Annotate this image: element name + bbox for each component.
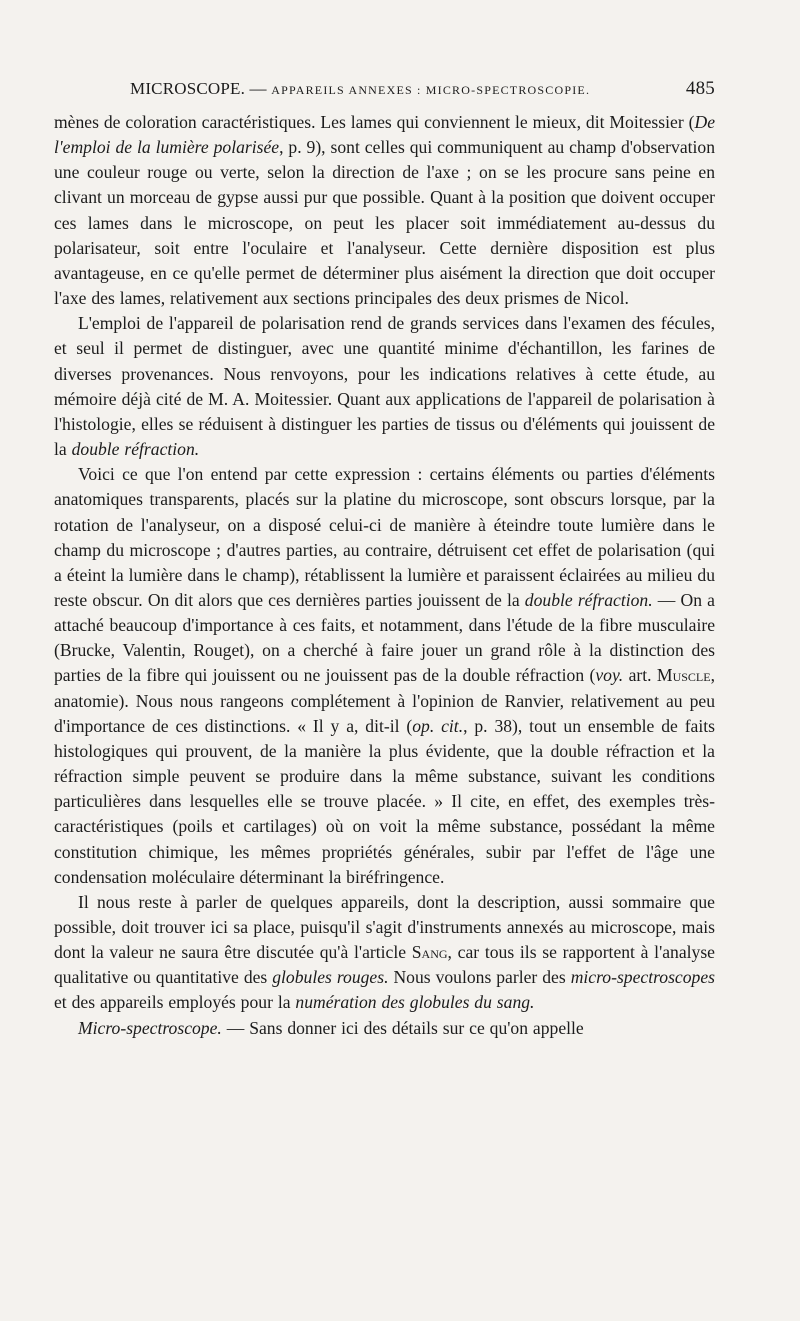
running-header (54, 78, 715, 100)
header-title: MICROSCOPE. (130, 79, 246, 98)
book-title: De l'emploi de la lumière polarisée (54, 112, 715, 158)
page-number: 485 (685, 78, 715, 99)
section-title: Micro-spectroscope. (78, 1017, 222, 1038)
header-dash: — (249, 79, 267, 98)
page (54, 78, 715, 1041)
header-subtitle: APPAREILS ANNEXES : MICRO-SPECTROSCOPIE. (271, 83, 591, 97)
paragraph-2: L'emploi de l'appareil de polarisation rend de grands services dans l'examen des fécules, et seul il permet de distinguer, avec une quantité minime d'échantillon, les farines de diverses provenances. Nous renvoyons, pour les indications relatives à cette étude, au mémoire déjà cité de M. A. Moitessier. Quant aux applications de l'appareil de polarisation à l'histologie, elles se réduisent à distinguer les parties de tissus ou d'éléments qui jouissent de la double réfraction. (54, 313, 715, 460)
paragraph-4: Il nous reste à parler de quelques appareils, dont la description, aussi sommaire que possible, doit trouver ici sa place, puisqu'il s'agit d'instruments annexés au microscope, mais dont la valeur ne saura être discutée qu'à l'article Sang, car tous ils se rapportent à l'analyse qualitative ou quantitative des globules rouges. Nous voulons parler des micro-spectroscopes et des appareils employés pour la numération des globules du sang. (54, 891, 715, 1013)
paragraph-1: mènes de coloration caractéristiques. Les lames qui conviennent le mieux, dit Moitessier (De l'emploi de la lumière polarisée, p. 9), sont celles qui communiquent au champ d'observation une couleur rouge ou verte, selon la direction de l'axe ; on se les procure sans peine en clivant un morceau de gypse aussi pur que possible. Quant à la position que doivent occuper ces lames dans le microscope, on peut les placer soit immédiatement au-dessus du polarisateur, soit entre l'oculaire et l'analyseur. Cette dernière disposition est plus avantageuse, en ce qu'elle permet de déterminer plus aisément la direction que doit occuper l'axe des lames, relativement aux sections principales des deux prismes de Nicol. (54, 112, 715, 309)
paragraph-3: Voici ce que l'on entend par cette expression : certains éléments ou parties d'éléments anatomiques transparents, placés sur la platine du microscope, sont obscurs lorsque, par la rotation de l'analyseur, on a disposé celui-ci de manière à éteindre toute lumière dans le champ du microscope ; d'autres parties, au contraire, détruisent cet effet de polarisation (qui a éteint la lumière dans le champ), rétablissent la lumière et paraissent éclairées au milieu du reste obscur. On dit alors que ces dernières parties jouissent de la double réfraction. — On a attaché beaucoup d'importance à ces faits, et notamment, dans l'étude de la fibre musculaire (Brucke, Valentin, Rouget), on a cherché à faire jouer un grand rôle à la distinction des parties de la fibre qui jouissent ou ne jouissent pas de la double réfraction (voy. art. Muscle, anatomie). Nous nous rangeons complétement à l'opinion de Ranvier, relativement au peu d'importance de ces distinctions. « Il y a, dit-il (op. cit., p. 38), tout un ensemble de faits histologiques qui prouvent, de la manière la plus évidente, que la double réfraction et la réfraction simple peuvent se produire dans la même substance, suivant les conditions particulières dans lesquelles elle se trouve placée. » Il cite, en effet, des exemples très-caractéristiques (poils et cartilages) où on voit la même substance, possédant la même constitution chimique, les mêmes propriétés générales, subir par l'effet de l'âge une condensation moléculaire déterminant la biréfringence. (54, 464, 715, 887)
paragraph-5: Micro-spectroscope. — Sans donner ici des détails sur ce qu'on appelle (78, 1017, 584, 1038)
